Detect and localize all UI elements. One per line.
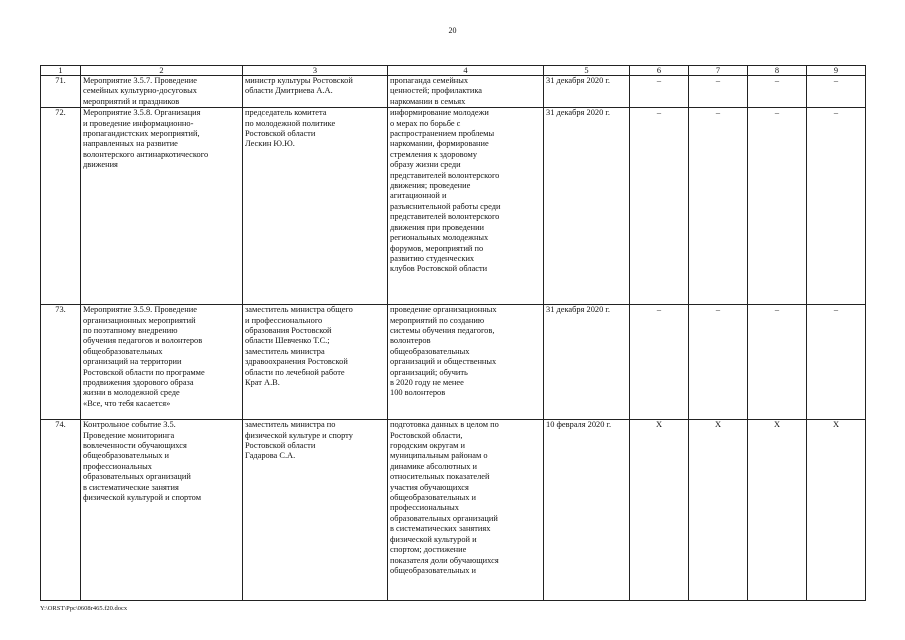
column-8-mark: – <box>748 305 807 420</box>
column-9-mark: – <box>807 76 866 108</box>
column-7-mark: – <box>689 305 748 420</box>
row-number: 72. <box>41 108 81 305</box>
deadline-date: 10 февраля 2020 г. <box>544 420 630 601</box>
event-name: Мероприятие 3.5.8. Организация и проведение информационно- пропагандистских мероприятий, направленных на развитие волонтерского антинаркотического движения <box>81 108 243 305</box>
column-6-mark: Х <box>630 420 689 601</box>
deadline-date: 31 декабря 2020 г. <box>544 108 630 305</box>
column-8-mark: Х <box>748 420 807 601</box>
column-number: 7 <box>689 66 748 76</box>
event-name: Контрольное событие 3.5. Проведение мониторинга вовлеченности обучающихся общеобразовательных и профессиональных образовательных организаций в систематические занятия физической культурой и спортом <box>81 420 243 601</box>
table-row <box>41 108 866 305</box>
action-plan-table <box>40 65 866 601</box>
deadline-date: 31 декабря 2020 г. <box>544 305 630 420</box>
column-9-mark: Х <box>807 420 866 601</box>
event-name: Мероприятие 3.5.9. Проведение организационных мероприятий по поэтапному внедрению обучения педагогов и волонтеров общеобразовательных организаций на территории Ростовской области по программе продвижения здорового образа жизни в молодежной среде «Все, что тебя касается» <box>81 305 243 420</box>
column-7-mark: – <box>689 76 748 108</box>
column-6-mark: – <box>630 305 689 420</box>
column-number: 1 <box>41 66 81 76</box>
column-9-mark: – <box>807 108 866 305</box>
responsible-person: председатель комитета по молодежной политике Ростовской области Лескин Ю.Ю. <box>243 108 388 305</box>
responsible-person: заместитель министра по физической культуре и спорту Ростовской области Гадарова С.А. <box>243 420 388 601</box>
table-row <box>41 76 866 108</box>
expected-result: пропаганда семейных ценностей; профилактика наркомании в семьях <box>388 76 544 108</box>
table-row <box>41 305 866 420</box>
deadline-date: 31 декабря 2020 г. <box>544 76 630 108</box>
column-8-mark: – <box>748 108 807 305</box>
column-7-mark: – <box>689 108 748 305</box>
file-path-footer: Y:\ORST\Ppc\0608r465.f20.docx <box>40 605 128 612</box>
column-6-mark: – <box>630 76 689 108</box>
column-number: 3 <box>243 66 388 76</box>
column-7-mark: Х <box>689 420 748 601</box>
row-number: 74. <box>41 420 81 601</box>
table-row <box>41 420 866 601</box>
column-8-mark: – <box>748 76 807 108</box>
column-number: 9 <box>807 66 866 76</box>
column-number: 4 <box>388 66 544 76</box>
responsible-person: министр культуры Ростовской области Дмитриева А.А. <box>243 76 388 108</box>
row-number: 71. <box>41 76 81 108</box>
row-number: 73. <box>41 305 81 420</box>
expected-result: проведение организационных мероприятий по созданию системы обучения педагогов, волонтеров общеобразовательных организаций и общественных организаций; обучить в 2020 году не менее 100 волонтеров <box>388 305 544 420</box>
column-number: 8 <box>748 66 807 76</box>
column-number-row <box>41 66 866 76</box>
column-6-mark: – <box>630 108 689 305</box>
column-number: 2 <box>81 66 243 76</box>
responsible-person: заместитель министра общего и профессионального образования Ростовской области Шевченко Т.С.; заместитель министра здравоохранения Ростовской области по лечебной работе Крат А.В. <box>243 305 388 420</box>
column-9-mark: – <box>807 305 866 420</box>
page-number: 20 <box>448 26 457 35</box>
expected-result: информирование молодежи о мерах по борьбе с распространением проблемы наркомании, формирование стремления к здоровому образу жизни среди представителей волонтерского движения; проведение агитационной и разъяснительной работы среди представителей волонтерского движения при проведении региональных молодежных форумов, мероприятий по развитию студенческих клубов Ростовской области <box>388 108 544 305</box>
expected-result: подготовка данных в целом по Ростовской области, городским округам и муниципальным районам о динамике абсолютных и относительных показателей участия обучающихся общеобразовательных и профессиональных образовательных организаций в систематических занятиях физической культурой и спортом; достижение показателя доли обучающихся общеобразовательных и <box>388 420 544 601</box>
event-name: Мероприятие 3.5.7. Проведение семейных культурно-досуговых мероприятий и праздников <box>81 76 243 108</box>
column-number: 5 <box>544 66 630 76</box>
column-number: 6 <box>630 66 689 76</box>
